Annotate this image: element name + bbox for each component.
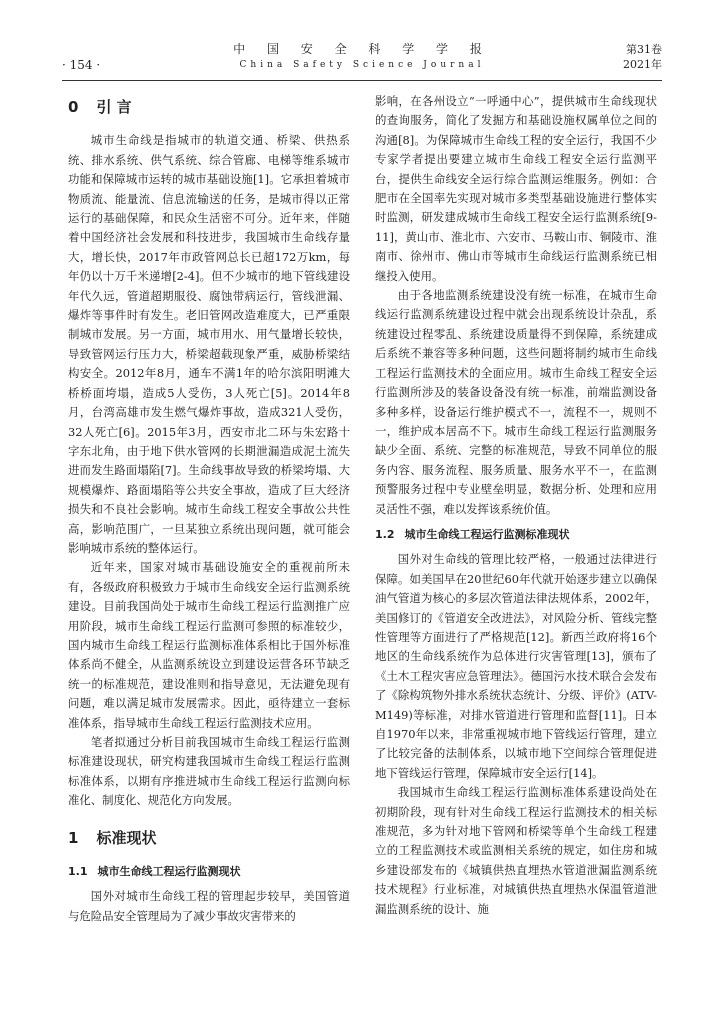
volume-info [623, 42, 662, 72]
right-column [375, 92, 657, 919]
subsection-title: 城市生命线工程运行监测现状 [97, 865, 241, 879]
left-column [68, 92, 350, 926]
section-title: 标准现状 [96, 828, 157, 847]
page-header [62, 40, 662, 80]
publication-year: 2021年 [623, 58, 662, 71]
paragraph: 近年来，国家对城市基础设施安全的重视前所未有，各级政府积极致力于城市生命线安全运行监测系统建设。目前我国尚处于城市生命线工程运行监测推广应用阶段，城市生命线工程运行监测可参照的标准较少，国内城市生命线工程运行监测标准体系相比于国外标准体系尚不健全，从监测系统设立到建设运营各环节缺乏统一的标准规范，建设准则和指导意见，无法避免现有问题，难以满足城市发展需求。因此，亟待建立一套标准体系，指导城市生命线工程运行监测技术应用。 [68, 560, 350, 730]
journal-title-cn: 中 国 安 全 科 学 学 报 [233, 42, 491, 56]
journal-title-en: China Safety Science Journal [239, 60, 485, 70]
subsection-number: 1.1 [68, 865, 88, 879]
section-number: 0 [68, 98, 79, 116]
paragraph: 国外对城市生命线工程的管理起步较早，美国管道与危险品安全管理局为了减少事故灾害带来的 [68, 889, 350, 923]
volume-number: 第31卷 [626, 43, 662, 56]
section-heading-standard-status [68, 829, 350, 848]
paragraph: 笔者拟通过分析目前我国城市生命线工程运行监测标准建设现状，研究构建我国城市生命线工程运行监测标准体系，以期有序推进城市生命线工程运行监测向标准化、制度化、规范化方向发展。 [68, 735, 350, 808]
page-number: · 154 · [62, 58, 101, 72]
subsection-heading-1-2 [375, 525, 657, 544]
paragraph: 我国城市生命线工程运行监测标准体系建设尚处在初期阶段，现有针对生命线工程运行监测技术的相关标准规范，多为针对地下管网和桥梁等单个生命线工程建立的工程监测技术或监测相关系统的规定，如住房和城乡建设部发布的《城镇供热直埋热水管道泄漏监测系统技术规程》行业标准，对城镇供热直埋热水保温管道泄漏监测系统的设计、施 [375, 785, 657, 916]
section-title: 引 言 [96, 98, 132, 116]
paragraph: 国外对生命线的管理比较严格，一般通过法律进行保障。如美国早在20世纪60年代就开始逐步建立以确保油气管道为核心的多层次管道法律法规体系，2002年，美国修订的《管道安全改进法》，对风险分析、管线完整性管理等方面进行了严格规范[12]。新西兰政府将16个地区的生命线系统作为总体进行灾害管理[13]，颁布了《土木工程灾害应急管理法》。德国污水技术联合会发布了《除构筑物外排水系统状态统计、分级、评价》(ATV-M149)等标准，对排水管道进行管理和监督[11]。日本自1970年以来，非常重视城市地下管线运行管理，建立了比较完备的法制体系，以城市地下空间综合管理促进地下管线运行管理，保障城市安全运行[14]。 [375, 552, 657, 780]
section-heading-introduction [68, 98, 350, 117]
subsection-number: 1.2 [375, 527, 395, 541]
paragraph-continued: 影响，在各州设立“一呼通中心”，提供城市生命线现状的查询服务，简化了发掘方和基础设施权属单位之间的沟通[8]。为保障城市生命线工程的安全运行，我国不少专家学者提出要建立城市生命线工程安全运行监测平台，提供生命线安全运行综合监测运维服务。例如：合肥市在全国率先实现对城市多类型基础设施进行整体实时监测，研发建成城市生命线工程安全运行监测系统[9-11]，黄山市、淮北市、六安市、马鞍山市、铜陵市、淮南市、徐州市、佛山市等城市生命线运行监测系统已相继投入使用。 [375, 94, 657, 283]
subsection-heading-1-1 [68, 862, 350, 881]
paragraph: 由于各地监测系统建设没有统一标准，在城市生命线运行监测系统建设过程中就会出现系统设计杂乱，系统建设过程零乱、系统建设质量得不到保障，系统建成后系统不兼容等多种问题，这些问题将制约城市生命线工程运行监测技术的全面应用。城市生命线工程安全运行监测所涉及的装备设备没有统一标准，前端监测设备多种多样，设备运行维护模式不一，流程不一，规则不一，维护成本居高不下。城市生命线工程运行监测服务缺少全面、系统、完整的标准规范，导致不同单位的服务内容、服务流程、服务质量、服务水平不一，在监测预警服务过程中专业壁垒明显，数据分析、处理和应用灵活性不强，难以发挥该系统价值。 [375, 288, 657, 516]
section-number: 1 [68, 828, 79, 847]
subsection-title: 城市生命线工程运行监测标准现状 [404, 527, 570, 541]
paragraph: 城市生命线是指城市的轨道交通、桥梁、供热系统、排水系统、供气系统、综合管廊、电梯等维系城市功能和保障城市运转的城市基础设施[1]。它承担着城市物质流、能量流、信息流输送的任务，是城市得以正常运行的基础保障，和民众生活密不可分。近年来，伴随着中国经济社会发展和科技进步，我国城市生命线存量大，增长快，2017年市政管网总长已超172万km，每年仍以十万千米递增[2-4]。但不少城市的地下管线建设年代久远，管道超期服役、腐蚀带病运行，管线泄漏、爆炸等事件时有发生。老旧管网改造难度大，已严重限制城市发展。另一方面，城市用水、用气量增长较快，导致管网运行压力大，桥梁超载现象严重，威胁桥梁结构安全。2012年8月，通车不满1年的哈尔滨阳明滩大桥桥面垮塌，造成5人受伤，3人死亡[5]。2014年8月，台湾高雄市发生燃气爆炸事故，造成321人受伤，32人死亡[6]。2015年3月，西安市北二环与朱宏路十字东北角，由于地下供水管网的长期泄漏造成泥土流失进而发生路面塌陷[7]。生命线事故导致的桥梁垮塌、大规模爆炸、路面塌陷等公共安全事故，造成了巨大经济损失和不良社会影响。城市生命线工程安全事故公共性高，影响范围广，一旦某独立系统出现问题，就可能会影响城市系统的整体运行。 [68, 133, 350, 555]
header-rule [62, 80, 662, 81]
journal-title [62, 40, 662, 70]
